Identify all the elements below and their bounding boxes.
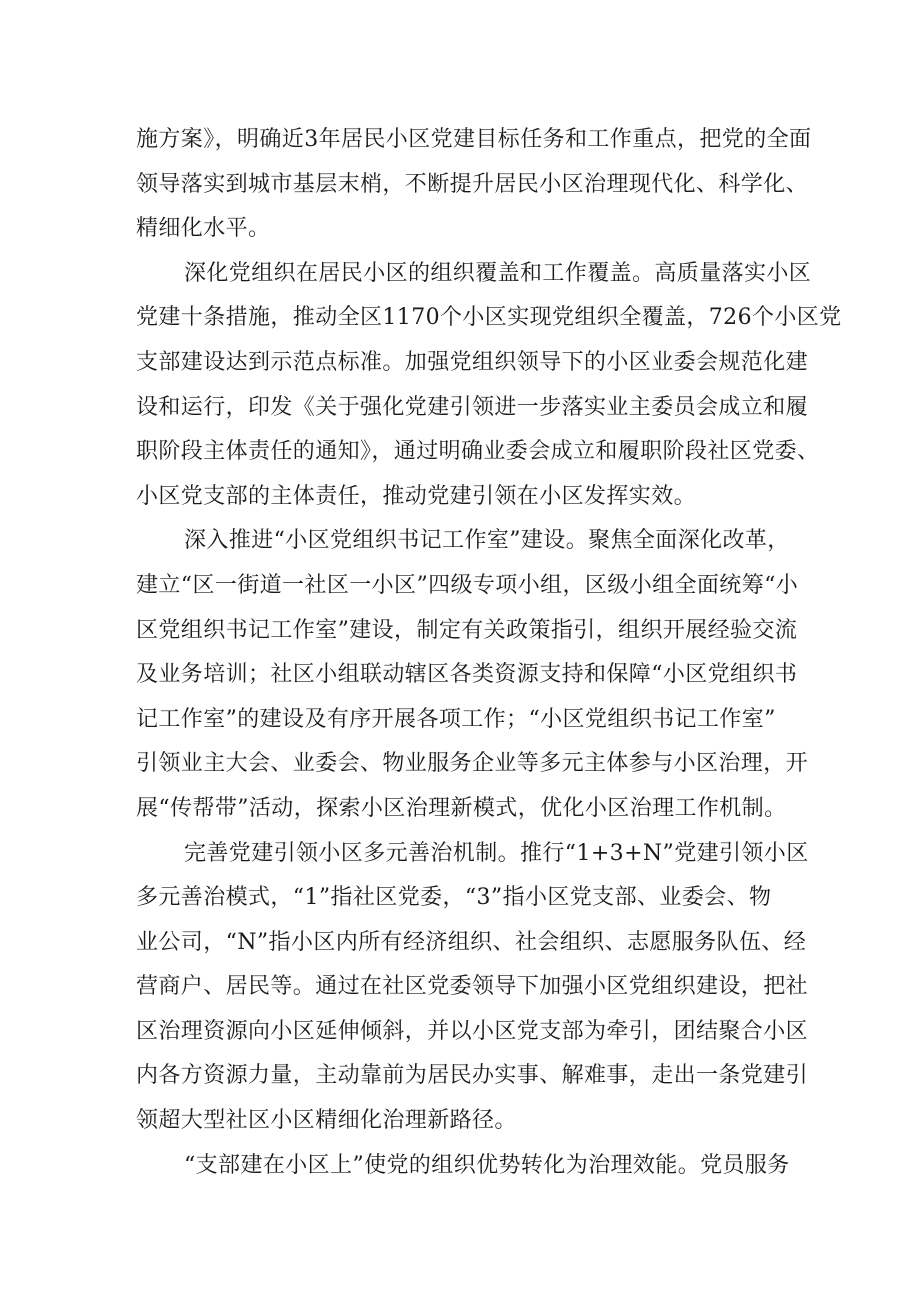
text-line: 展“传帮带”活动，探索小区治理新模式，优化小区治理工作机制。 [136, 795, 787, 821]
text-line: 多元善治模式，“1”指社区党委，“3”指小区党支部、业委会、物 [136, 885, 772, 911]
text-line: 区治理资源向小区延伸倾斜，并以小区党支部为牵引，团结聚合小区 [136, 1018, 809, 1044]
text-line: 区党组织书记工作室”建设，制定有关政策指引，组织开展经验交流 [136, 617, 798, 643]
text-line: 小区党支部的主体责任，推动党建引领在小区发挥实效。 [136, 483, 697, 509]
text-line: 深化党组织在居民小区的组织覆盖和工作覆盖。高质量落实小区 [184, 260, 812, 286]
paragraph-3 [136, 519, 809, 831]
paragraph-5 [136, 1144, 796, 1189]
text-line: 内各方资源力量，主动靠前为居民办实事、解难事，走出一条党建引 [136, 1063, 809, 1089]
text-line: 精细化水平。 [136, 216, 271, 242]
text-line: 支部建设达到示范点标准。加强党组织领导下的小区业委会规范化建 [136, 349, 809, 375]
document-body [136, 118, 842, 1188]
text-line: 深入推进“小区党组织书记工作室”建设。聚焦全面深化改革， [184, 528, 790, 554]
paragraph-1 [136, 118, 812, 252]
text-line: 完善党建引领小区多元善治机制。推行“1+3+N”党建引领小区 [184, 840, 809, 866]
text-line: 施方案》，明确近3年居民小区党建目标任务和工作重点，把党的全面 [136, 127, 812, 152]
text-line: 业公司，“N”指小区内所有经济组织、社会组织、志愿服务队伍、经 [136, 929, 807, 955]
text-line: “支部建在小区上”使党的组织优势转化为治理效能。党员服务 [184, 1152, 790, 1178]
text-line: 及业务培训；社区小组联动辖区各类资源支持和保障“小区党组织书 [136, 662, 798, 688]
text-line: 建立“区一街道一社区一小区”四级专项小组，区级小组全面统筹“小 [136, 572, 799, 598]
text-line: 设和运行，印发《关于强化党建引领进一步落实业主委员会成立和履 [136, 394, 809, 420]
text-line: 领导落实到城市基层末梢，不断提升居民小区治理现代化、科学化、 [136, 171, 809, 197]
text-line: 引领业主大会、业委会、物业服务企业等多元主体参与小区治理，开 [136, 751, 809, 777]
paragraph-4 [136, 832, 809, 1144]
text-line: 营商户、居民等。通过在社区党委领导下加强小区党组织建设，把社 [136, 974, 809, 1000]
text-line: 职阶段主体责任的通知》，通过明确业委会成立和履职阶段社区党委、 [136, 439, 820, 465]
text-line: 领超大型社区小区精细化治理新路径。 [136, 1108, 517, 1134]
paragraph-2 [136, 252, 842, 520]
text-line: 记工作室”的建设及有序开展各项工作；“小区党组织书记工作室” [136, 706, 776, 732]
text-line: 党建十条措施，推动全区1170个小区实现党组织全覆盖，726个小区党 [136, 305, 842, 331]
